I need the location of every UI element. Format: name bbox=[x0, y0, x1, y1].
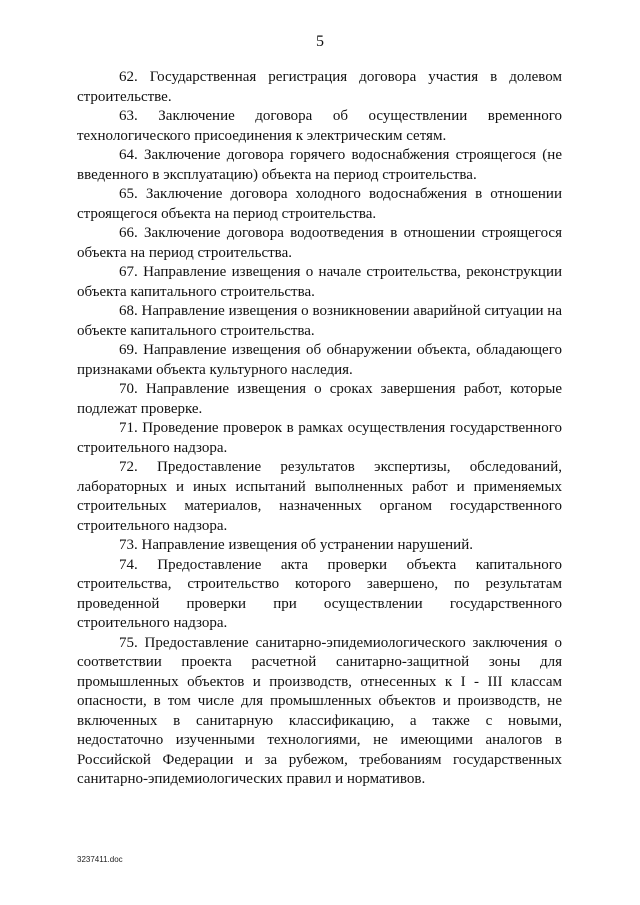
page-number: 5 bbox=[316, 33, 324, 50]
list-item: 67. Направление извещения о начале строительства, реконструкции объекта капитального строительства. bbox=[77, 264, 562, 300]
list-item: 62. Государственная регистрация договора участия в долевом строительстве. bbox=[77, 69, 562, 105]
list-item: 73. Направление извещения об устранении нарушений. bbox=[119, 537, 473, 553]
list-item: 72. Предоставление результатов экспертизы, обследований, лабораторных и иных испытаний выполненных работ и применяемых строительных материалов, назначенных органом государственного строительного надзора. bbox=[77, 459, 562, 534]
list-item: 69. Направление извещения об обнаружении объекта, обладающего признаками объекта культурного наследия. bbox=[77, 342, 562, 378]
file-name-footer: 3237411.doc bbox=[77, 855, 123, 864]
list-item: 65. Заключение договора холодного водоснабжения в отношении строящегося объекта на период строительства. bbox=[77, 186, 562, 222]
list-item: 74. Предоставление акта проверки объекта капитального строительства, строительство которого завершено, по результатам проведенной проверки при осуществлении государственного строительного надзора. bbox=[77, 556, 562, 631]
list-item: 75. Предоставление санитарно-эпидемиологического заключения о соответствии проекта расчетной санитарно-защитной зоны для промышленных объектов и производств, отнесенных к I - III классам опасности, в том числе для промышленных объектов и производств, не включенных в санитарную классификацию, а также с новыми, недостаточно изученными технологиями, не имеющими аналогов в Российской Федерации и за рубежом, требованиям государственных санитарно-эпидемиологических правил и нормативов. bbox=[77, 634, 562, 787]
list-item: 63. Заключение договора об осуществлении временного технологического присоединения к электрическим сетям. bbox=[77, 108, 562, 144]
list-item: 66. Заключение договора водоотведения в отношении строящегося объекта на период строительства. bbox=[77, 225, 562, 261]
list-item: 68. Направление извещения о возникновении аварийной ситуации на объекте капитального строительства. bbox=[77, 303, 562, 339]
document-body bbox=[77, 68, 562, 790]
list-item: 70. Направление извещения о сроках завершения работ, которые подлежат проверке. bbox=[77, 381, 562, 417]
list-item: 64. Заключение договора горячего водоснабжения строящегося (не введенного в эксплуатацию) объекта на период строительства. bbox=[77, 147, 562, 183]
list-item: 71. Проведение проверок в рамках осуществления государственного строительного надзора. bbox=[77, 420, 562, 456]
